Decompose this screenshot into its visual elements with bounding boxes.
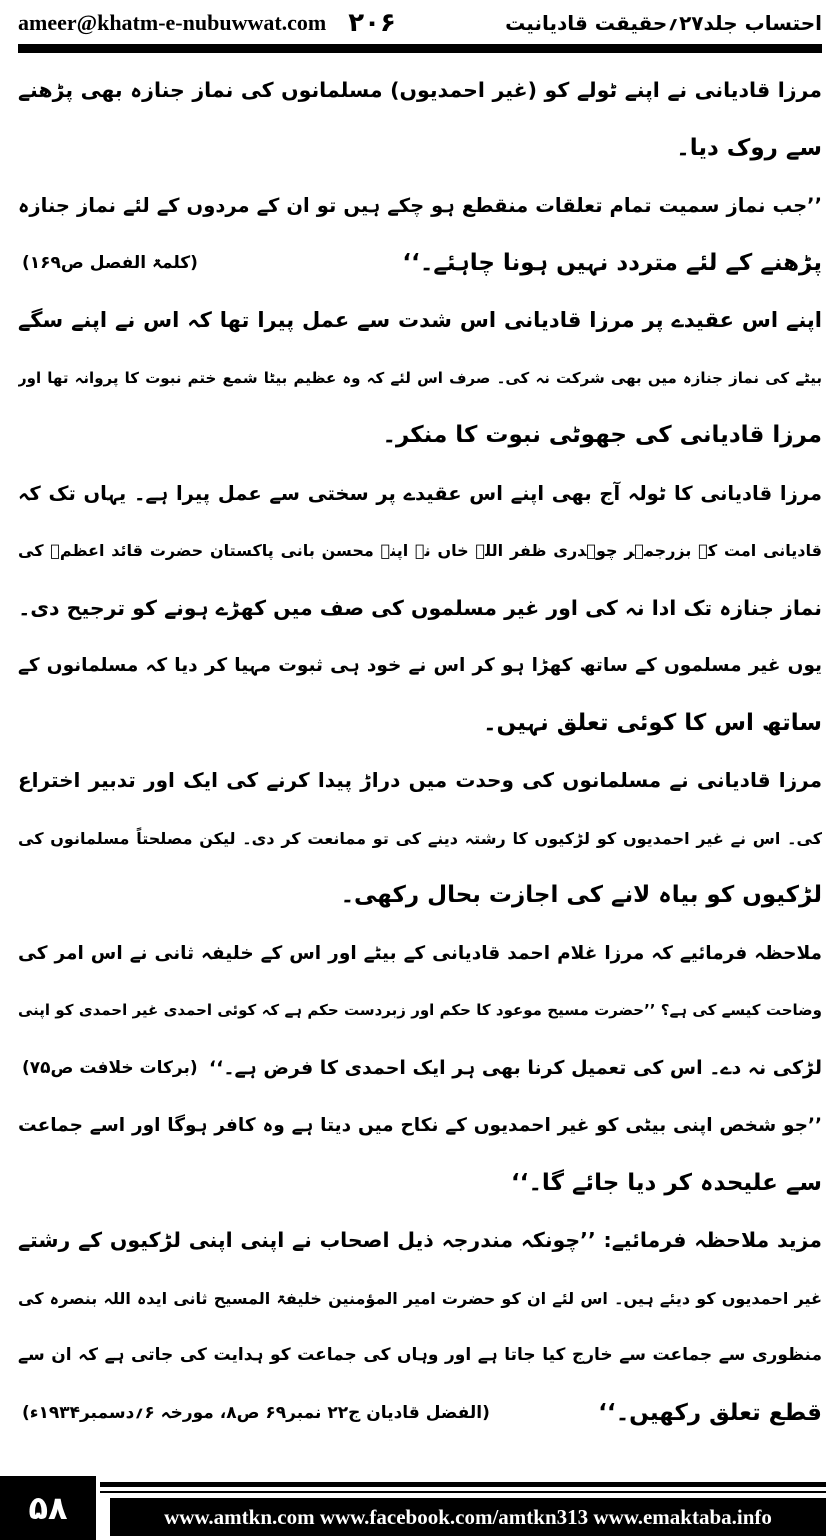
citation: (برکات خلافت ص۷۵) <box>22 1057 198 1078</box>
text-line <box>18 752 822 810</box>
header-page-number: ۲۰۶ <box>348 8 396 38</box>
line-text: نماز جنازہ تک ادا نہ کی اور غیر مسلموں کی صف میں کھڑے ہونے کو ترجیح دی۔ <box>18 595 822 620</box>
line-text: ملاحظہ فرمائیے کہ مرزا غلام احمد قادیانی کے بیٹے اور اس کے خلیفہ ثانی نے اس امر کی <box>18 942 822 964</box>
line-text: منظوری سے جماعت سے خارج کیا جاتا ہے اور وہاں کی جماعت کو ہدایت کی جاتی ہے کہ ان سے <box>18 1345 822 1365</box>
line-text: مزید ملاحظہ فرمائیے: ’’چونکہ مندرجہ ذیل اصحاب نے اپنی اپنی لڑکیوں کے رشتے <box>18 1228 822 1252</box>
footer-rule <box>100 1482 826 1487</box>
text-line <box>18 62 822 120</box>
line-text: یوں غیر مسلموں کے ساتھ کھڑا ہو کر اس نے خود ہی ثبوت مہیا کر دیا کہ مسلمانوں کے <box>18 655 822 676</box>
page-footer <box>0 1476 840 1540</box>
text-line <box>18 1385 822 1443</box>
line-text: مرزا قادیانی کا ٹولہ آج بھی اپنے اس عقیدے پر سختی سے عمل پیرا ہے۔ یہاں تک کہ <box>18 481 822 505</box>
header-left <box>18 8 396 38</box>
text-line <box>18 350 822 408</box>
text-line <box>18 982 822 1040</box>
text-line <box>18 1327 822 1385</box>
text-line <box>18 925 822 983</box>
text-line <box>18 695 822 753</box>
line-text: قادیانی امت کے بزرجمہر چوہدری ظفر اللہ خاں نے اپنے محسن بانی پاکستان حضرت قائد اعظمؒ کی <box>18 541 822 560</box>
line-text: مرزا قادیانی نے مسلمانوں کی وحدت میں دراڑ پیدا کرنے کی ایک اور تدبیر اختراع <box>18 768 822 792</box>
header-email: ameer@khatm-e-nubuwwat.com <box>18 10 327 35</box>
line-text: سے علیحدہ کر دیا جائے گا۔‘‘ <box>510 1169 822 1196</box>
line-text: وضاحت کیسے کی ہے؟ ’’حضرت مسیح موعود کا حکم اور زبردست حکم ہے کہ کوئی احمدی غیر احمدی کو اپنی <box>18 1001 822 1019</box>
line-text: مرزا قادیانی کی جھوٹی نبوت کا منکر۔ <box>382 422 822 448</box>
text-line <box>18 120 822 178</box>
text-line <box>18 580 822 638</box>
text-line <box>18 465 822 523</box>
text-line <box>18 407 822 465</box>
header-rule <box>18 44 822 53</box>
book-title: احتساب جلد۲۷؍حقیقت قادیانیت <box>505 11 822 35</box>
footer-urls: www.amtkn.com www.facebook.com/amtkn313 www.emaktaba.info <box>110 1498 826 1536</box>
line-text: غیر احمدیوں کو دیئے ہیں۔ اس لئے ان کو حضرت امیر المؤمنین خلیفۃ المسیح ثانی ایدہ اللہ بنصرہ کی <box>18 1288 822 1308</box>
text-line <box>18 1212 822 1270</box>
line-text: سے روک دیا۔ <box>676 134 822 161</box>
text-line <box>18 1270 822 1328</box>
citation: (الفضل قادیان ج۲۲ نمبر۶۹ ص۸، مورخہ ۶؍دسمبر۱۹۳۴ء) <box>22 1402 490 1423</box>
text-line <box>18 522 822 580</box>
footer-rule-thin <box>100 1491 826 1493</box>
line-text: مرزا قادیانی نے اپنے ٹولے کو (غیر احمدیوں) مسلمانوں کی نماز جنازہ بھی پڑھنے <box>18 78 822 102</box>
text-line <box>18 292 822 350</box>
line-text: لڑکی نہ دے۔ اس کی تعمیل کرنا بھی ہر ایک احمدی کا فرض ہے۔‘‘ <box>208 1056 822 1079</box>
line-text: لڑکیوں کو بیاہ لانے کی اجازت بحال رکھی۔ <box>340 882 822 908</box>
citation: (کلمۃ الفصل ص۱۶۹) <box>22 252 198 273</box>
text-line <box>18 637 822 695</box>
text-line <box>18 1097 822 1155</box>
text-line <box>18 867 822 925</box>
text-line <box>18 235 822 293</box>
page-header <box>18 6 822 40</box>
line-text: کی۔ اس نے غیر احمدیوں کو لڑکیوں کا رشتہ دینے کی تو ممانعت کر دی۔ لیکن مصلحتاً مسلمانوں کی <box>18 828 822 848</box>
line-text: ساتھ اس کا کوئی تعلق نہیں۔ <box>483 709 822 736</box>
line-text: بیٹے کی نماز جنازہ میں بھی شرکت نہ کی۔ صرف اس لئے کہ وہ عظیم بیٹا شمع ختم نبوت کا پروانہ تھا اور <box>18 368 822 387</box>
line-text: اپنے اس عقیدے پر مرزا قادیانی اس شدت سے عمل پیرا تھا کہ اس نے اپنے سگے <box>18 308 822 332</box>
line-text: پڑھنے کے لئے متردد نہیں ہونا چاہئے۔‘‘ <box>402 249 822 276</box>
text-line <box>18 177 822 235</box>
line-text: ’’جو شخص اپنی بیٹی کو غیر احمدیوں کے نکاح میں دیتا ہے وہ کافر ہوگا اور اسے جماعت <box>18 1115 822 1136</box>
line-text: ’’جب نماز سمیت تمام تعلقات منقطع ہو چکے ہیں تو ان کے مردوں کے لئے نماز جنازہ <box>18 194 822 217</box>
page-body <box>18 62 822 1442</box>
text-line <box>18 1040 822 1098</box>
footer-page-number: ۵۸ <box>0 1476 96 1540</box>
line-text: قطع تعلق رکھیں۔‘‘ <box>598 1399 822 1426</box>
text-line <box>18 810 822 868</box>
text-line <box>18 1155 822 1213</box>
